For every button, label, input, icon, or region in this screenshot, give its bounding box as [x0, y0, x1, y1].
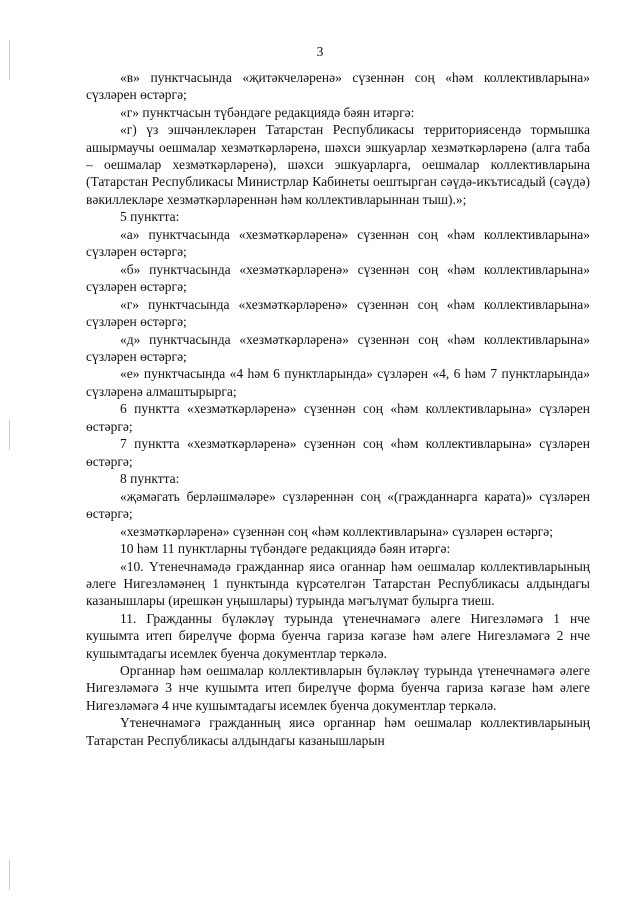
paragraph: «г» пунктчасында «хезмәткәрләренә» сүзеннән соң «һәм коллективларына» сүзләрен өстәргә;	[86, 296, 590, 329]
paragraph: «е» пунктчасында «4 һәм 6 пунктларында» сүзләрен «4, 6 һәм 7 пунктларында» сүзләренә алмаштырырга;	[86, 366, 590, 399]
paragraph: «д» пунктчасында «хезмәткәрләренә» сүзеннән соң «һәм коллективларына» сүзләрен өстәргә;	[86, 331, 590, 364]
scan-edge-mark	[9, 420, 10, 450]
paragraph: 6 пунктта «хезмәткәрләренә» сүзеннән соң «һәм коллективларына» сүзләрен өстәргә;	[86, 401, 590, 434]
paragraph: «10. Үтенечнамәдә гражданнар яисә оганнар һәм оешмалар коллективларының әлеге Нигезләмәнең 1 пунктында күрсәтелгән Татарстан Республикасы алдындагы казанышлары (ирешкән уңышлары) турында мәгълүмат булырга тиеш.	[86, 558, 590, 609]
paragraph: «в» пунктчасында «җитәкчеләренә» сүзеннән соң «һәм коллективларына» сүзләрен өстәргә;	[86, 70, 590, 103]
paragraph: «г» пунктчасын түбәндәге редакциядә бәян итәргә:	[120, 104, 415, 120]
paragraph: «хезмәткәрләренә» сүзеннән соң «һәм коллективларына» сүзләрен өстәргә;	[120, 523, 554, 539]
paragraph: Органнар һәм оешмалар коллективларын бүләкләү турында үтенечнамәгә әлеге Нигезләмәгә 3 нче кушымта итеп бирелүче форма буенча гариза кәгазе һәм әлеге Нигезләмәгә 4 нче кушымтадагы исемлек буенча документлар теркәлә.	[86, 663, 590, 713]
paragraph: 5 пунктта:	[120, 209, 180, 225]
paragraph: Үтенечнамәгә гражданның яисә органнар һәм оешмалар коллективларының Татарстан Республикасы алдындагы казанышларын	[86, 715, 590, 748]
paragraph: «г) үз эшчәнлекләрен Татарстан Республикасы территориясендә тормышка ашырмаучы оешмалар хезмәткәрләренә, шәхси эшкуарлар хезмәткәрләренә (алга таба – оешмалар хезмәткәрләренә), шәхси эшкуарларга, оешмалар коллективларына (Татарстан Республикасы Министрлар Кабинеты оештырган сәүдә-икътисадый (сәүдә) вәкиллекләре хезмәткәрләреннән һәм коллективларыннан тыш).»;	[86, 122, 590, 207]
paragraph: «б» пунктчасында «хезмәткәрләренә» сүзеннән соң «һәм коллективларына» сүзләрен өстәргә;	[86, 261, 590, 295]
scan-edge-mark	[9, 860, 10, 890]
paragraph: 7 пунктта «хезмәткәрләренә» сүзеннән соң «һәм коллективларына» сүзләрен өстәргә;	[86, 436, 590, 469]
paragraph: «а» пунктчасында «хезмәткәрләренә» сүзеннән соң «һәм коллективларына» сүзләрен өстәргә;	[86, 226, 590, 260]
paragraph: 8 пунктта:	[120, 471, 180, 487]
document-body	[86, 69, 590, 749]
paragraph: 11. Гражданны бүләкләү турында үтенечнамәгә әлеге Нигезләмәгә 1 нче кушымта итеп бирелүче форма буенча гариза кәгазе һәм әлеге Нигезләмәгә 2 нче кушымтадагы исемлек буенча документлар теркәлә.	[86, 610, 590, 661]
page-number: 3	[316, 44, 324, 59]
paragraph: 10 һәм 11 пунктларны түбәндәге редакциядә бәян итәргә:	[120, 541, 451, 557]
paragraph: «җәмәгать берләшмәләре» сүзләреннән соң «(гражданнарга карата)» сүзләрен өстәргә;	[86, 488, 590, 521]
